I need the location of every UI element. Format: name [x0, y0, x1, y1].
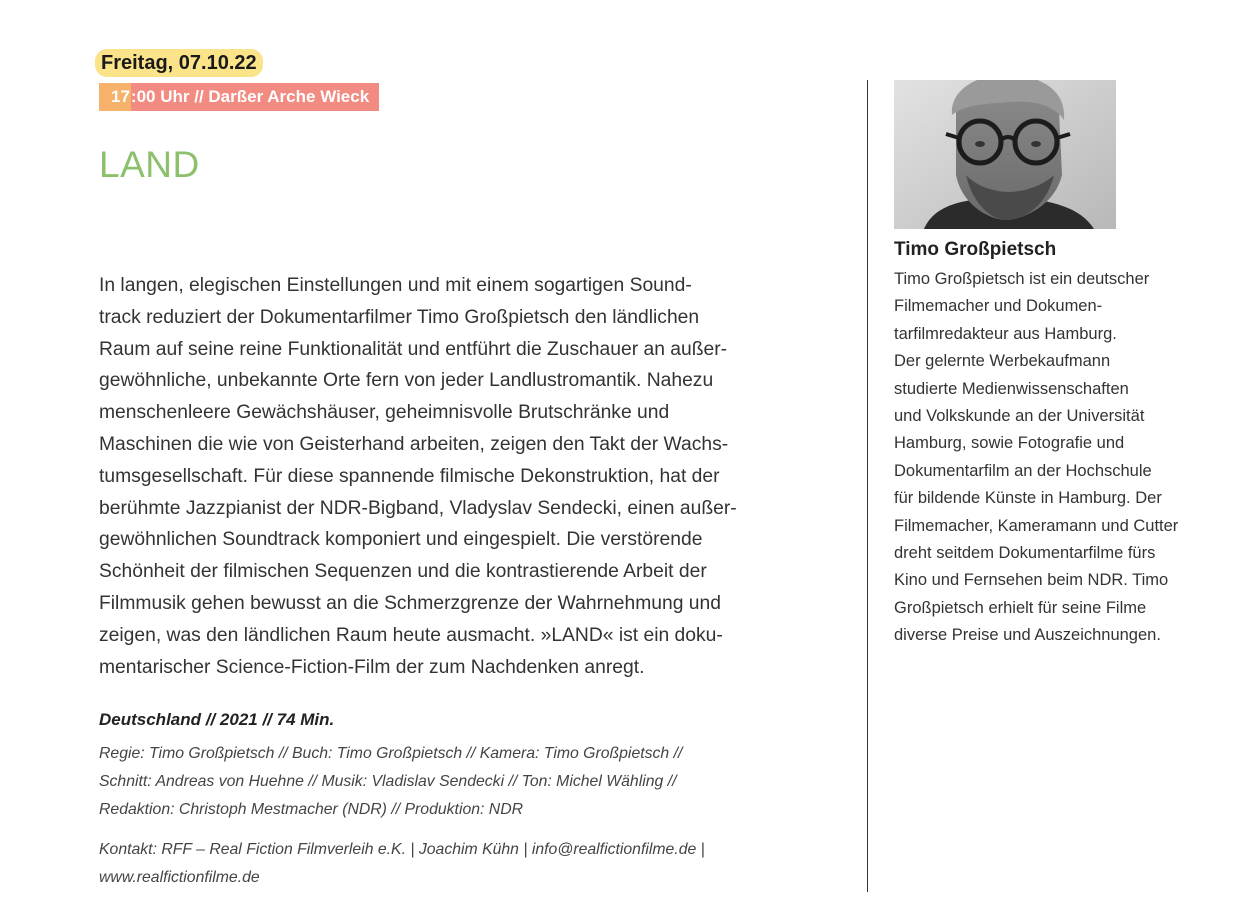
film-contact — [99, 836, 705, 892]
description-line: menschenleere Gewächshäuser, geheimnisvolle Brutschränke und — [99, 402, 670, 424]
event-time-venue — [99, 83, 379, 111]
bio-line: Kino und Fernsehen beim NDR. Timo — [894, 571, 1169, 590]
bio-line: Großpietsch erhielt für seine Filme — [894, 598, 1147, 617]
description-line: track reduziert der Dokumentarfilmer Timo Großpietsch den ländlichen — [99, 306, 700, 328]
credits-line: Redaktion: Christoph Mestmacher (NDR) // Produktion: NDR — [99, 801, 524, 818]
film-description — [99, 270, 819, 683]
description-line: tumsgesellschaft. Für diese spannende filmische Dekonstruktion, hat der — [99, 465, 720, 487]
contact-line: Kontakt: RFF – Real Fiction Filmverleih e.K. | Joachim Kühn | info@realfictionfilme.de | — [99, 841, 705, 858]
credits-line: Schnitt: Andreas von Huehne // Musik: Vladislav Sendecki // Ton: Michel Wähling // — [99, 773, 677, 790]
film-credits — [99, 740, 682, 824]
bio-line: Der gelernte Werbekaufmann — [894, 352, 1111, 371]
bio-line: Timo Großpietsch ist ein deutscher — [894, 270, 1150, 288]
bio-line: Hamburg, sowie Fotografie und — [894, 434, 1125, 453]
film-title: LAND — [99, 144, 200, 185]
director-bio — [894, 266, 1178, 650]
bio-line: tarfilmredakteur aus Hamburg. — [894, 324, 1117, 343]
description-line: mentarischer Science-Fiction-Film der zum Nachdenken anregt. — [99, 656, 645, 678]
description-line: gewöhnlichen Soundtrack komponiert und eingespielt. Die verstörende — [99, 529, 703, 551]
event-hour: 17 — [99, 83, 131, 111]
bio-line: und Volkskunde an der Universität — [894, 407, 1145, 426]
event-date: Freitag, 07.10.22 — [95, 49, 263, 77]
description-line: zeigen, was den ländlichen Raum heute ausmacht. »LAND« ist ein doku- — [99, 624, 723, 646]
film-meta: Deutschland // 2021 // 74 Min. — [99, 710, 335, 729]
bio-line: für bildende Künste in Hamburg. Der — [894, 489, 1162, 508]
bio-line: diverse Preise und Auszeichnungen. — [894, 626, 1161, 645]
description-line: gewöhnliche, unbekannte Orte fern von jeder Landlustromantik. Nahezu — [99, 370, 714, 392]
bio-line: studierte Medienwissenschaften — [894, 379, 1129, 398]
description-line: In langen, elegischen Einstellungen und mit einem sogartigen Sound- — [99, 275, 692, 296]
bio-line: dreht seitdem Dokumentarfilme fürs — [894, 544, 1156, 563]
credits-line: Regie: Timo Großpietsch // Buch: Timo Großpietsch // Kamera: Timo Großpietsch // — [99, 745, 683, 762]
description-line: Raum auf seine reine Funktionalität und entführt die Zuschauer an außer- — [99, 338, 728, 360]
director-portrait — [894, 80, 1116, 229]
bio-line: Dokumentarfilm an der Hochschule — [894, 461, 1152, 480]
description-line: Schönheit der filmischen Sequenzen und die kontrastierende Arbeit der — [99, 561, 707, 583]
event-venue: :00 Uhr // Darßer Arche Wieck — [130, 87, 370, 106]
bio-line: Filmemacher, Kameramann und Cutter — [894, 516, 1179, 535]
contact-website: www.realfictionfilme.de — [99, 869, 260, 886]
description-line: Filmmusik gehen bewusst an die Schmerzgrenze der Wahrnehmung und — [99, 592, 721, 614]
director-name: Timo Großpietsch — [894, 239, 1057, 260]
description-line: berühmte Jazzpianist der NDR-Bigband, Vladyslav Sendecki, einen außer- — [99, 497, 737, 519]
bio-line: Filmemacher und Dokumen- — [894, 297, 1103, 316]
description-line: Maschinen die wie von Geisterhand arbeiten, zeigen den Takt der Wachs- — [99, 433, 729, 455]
column-divider — [867, 80, 868, 892]
